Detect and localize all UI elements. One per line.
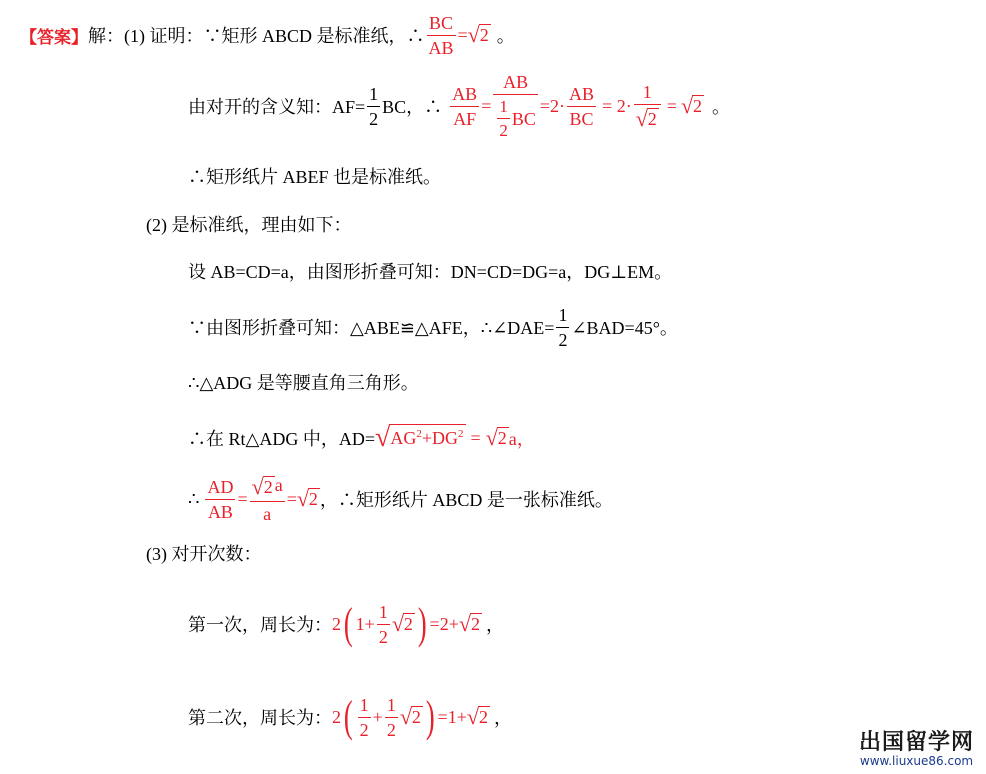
sqrt-2: √ 2 [251, 473, 273, 499]
equals: = [286, 488, 297, 509]
numerator: 1 [499, 97, 508, 116]
numerator: AB [569, 83, 595, 104]
numerator: 1 [642, 81, 652, 102]
sqrt-2: √ 2 [466, 704, 488, 729]
sqrt-2: √ 2 [485, 425, 507, 450]
fraction-half [556, 306, 569, 349]
a-text: a [274, 474, 283, 495]
denominator: 2 [378, 626, 388, 647]
denominator: a [263, 503, 272, 524]
numerator: 1 [386, 694, 396, 715]
bc-text: BC，∴ [382, 97, 443, 117]
radicand: 2 [497, 428, 507, 448]
answer-line-8 [188, 418, 535, 458]
equals: = [470, 427, 481, 448]
watermark-title: 出国留学网 [858, 729, 974, 755]
numerator: 1 [359, 694, 369, 715]
denominator: AF [453, 108, 477, 129]
fraction-half [385, 696, 398, 739]
radicand: 2 [470, 614, 480, 634]
bc-text: BC [511, 108, 536, 129]
right-paren: ) [425, 692, 435, 741]
exponent: 2 [458, 428, 464, 440]
equals: = [457, 24, 468, 45]
fold-text: ∵由图形折叠可知：△ABE≌△AFE，∴∠DAE= [188, 318, 555, 338]
answer-line-6 [188, 300, 678, 354]
sqrt-2: √ 2 [635, 105, 657, 131]
numerator: AD [207, 476, 234, 497]
sqrt-2: √ 2 [399, 704, 421, 729]
radicand: 2 [478, 707, 488, 727]
angle-text: ∠BAD=45°。 [571, 318, 678, 338]
numerator: BC [429, 12, 454, 33]
proof-text: 解：(1) 证明：∵矩形 ABCD 是标准纸，∴ [88, 26, 425, 46]
triangle-text: ∴△ADG 是等腰直角三角形。 [188, 373, 419, 393]
denominator: 2 [499, 121, 508, 140]
denominator: 2 [386, 719, 396, 740]
sqrt-2: √ 2 [391, 611, 413, 636]
numerator: 1 [369, 83, 379, 104]
numerator: AB [503, 72, 529, 92]
result-text: =1+ [437, 706, 467, 727]
setup-text: 设 AB=CD=a，由图形折叠可知：DN=CD=DG=a，DG⊥EM。 [188, 262, 673, 282]
denominator [493, 95, 538, 139]
sqrt-2: √ 2 [467, 22, 489, 47]
part-2-heading: (2) 是标准纸，理由如下： [146, 215, 352, 235]
ratio-chain [448, 73, 704, 139]
answer-line-2 [188, 64, 730, 148]
denominator: 2 [558, 329, 568, 350]
second-fold-text: 第二次，周长为： [188, 708, 332, 728]
comma: ， [493, 708, 512, 728]
radicand: 2 [411, 707, 421, 727]
numerator: 1 [378, 601, 388, 622]
period: 。 [496, 26, 515, 46]
answer-line-5 [188, 258, 672, 284]
fraction-half [377, 603, 390, 646]
coefficient: 2 [332, 613, 341, 634]
exponent: 2 [416, 428, 422, 440]
conclusion-text: ，∴矩形纸片 ABCD 是一张标准纸。 [319, 490, 613, 510]
sqrt-2: √ 2 [680, 93, 703, 118]
period: 。 [712, 97, 731, 117]
equals: = [666, 95, 677, 116]
fraction-half [367, 85, 380, 128]
fraction-ab-bc [567, 85, 596, 128]
ratio-chain [203, 473, 319, 524]
times-two: = 2· [602, 95, 632, 116]
answer-line-3 [188, 163, 441, 189]
denominator: 2 [369, 108, 379, 129]
comma: ， [485, 615, 504, 635]
left-paren: ( [343, 599, 353, 648]
fraction-root2a-a [250, 473, 285, 524]
left-paren: ( [343, 692, 353, 741]
result-text: =2+ [429, 613, 459, 634]
radicand: 2 [263, 476, 273, 497]
first-fold-text: 第一次，周长为： [188, 615, 332, 635]
answer-line-4 [146, 211, 352, 237]
part-3-heading: (3) 对开次数： [146, 544, 262, 564]
fraction-ab-half-bc [493, 73, 538, 139]
answer-line-7 [188, 369, 419, 395]
answer-tag: 【答案】 [20, 27, 88, 48]
dg-term: +DG [421, 428, 459, 448]
rt-text: ∴在 Rt△ADG 中，AD= [188, 429, 375, 449]
numerator: 1 [558, 304, 568, 325]
denominator: AB [428, 37, 454, 58]
denominator: 2 [359, 719, 369, 740]
therefore-symbol: ∴ [188, 488, 200, 509]
denominator: BC [569, 108, 594, 129]
numerator: AB [452, 83, 478, 104]
conclusion-text: ∴矩形纸片 ABEF 也是标准纸。 [188, 167, 442, 187]
perimeter-expression [332, 599, 482, 648]
a-text: a， [508, 429, 535, 449]
answer-line-12 [188, 686, 512, 748]
sqrt-2: √ 2 [458, 611, 480, 636]
fraction-half [358, 696, 371, 739]
af-text: 由对开的含义知：AF= [188, 97, 366, 117]
perimeter-expression [332, 692, 490, 741]
site-watermark [859, 731, 974, 768]
watermark-url: www.liuxue86.com [859, 753, 974, 768]
fraction-half [497, 98, 510, 139]
radicand: 2 [403, 614, 413, 634]
right-paren: ) [417, 599, 427, 648]
numerator [250, 473, 285, 501]
plus: + [372, 706, 383, 727]
times-two: =2· [539, 95, 566, 116]
answer-line-9 [188, 470, 613, 528]
fraction-one-root-two [634, 83, 661, 130]
sqrt-2: √ 2 [296, 486, 318, 511]
equals: = [237, 488, 248, 509]
answer-line-10 [146, 540, 262, 566]
ag-term: AG [390, 428, 417, 448]
denominator: AB [207, 501, 233, 522]
radicand: 2 [647, 108, 657, 129]
fraction-bc-ab [427, 14, 456, 57]
radicand: 2 [479, 25, 489, 45]
equals: = [481, 95, 492, 116]
answer-line-11 [188, 594, 504, 654]
sqrt-ag2-dg2: √ $AG^2+DG^2$ [375, 422, 464, 453]
fraction-ad-ab [205, 478, 235, 521]
denominator [634, 105, 661, 130]
one-plus: 1+ [355, 613, 375, 634]
radicand: 2 [693, 96, 703, 116]
fraction-ab-af [450, 85, 479, 128]
answer-line-1 [20, 10, 515, 60]
radicand [389, 424, 465, 448]
coefficient: 2 [332, 706, 341, 727]
radicand: 2 [308, 489, 318, 509]
